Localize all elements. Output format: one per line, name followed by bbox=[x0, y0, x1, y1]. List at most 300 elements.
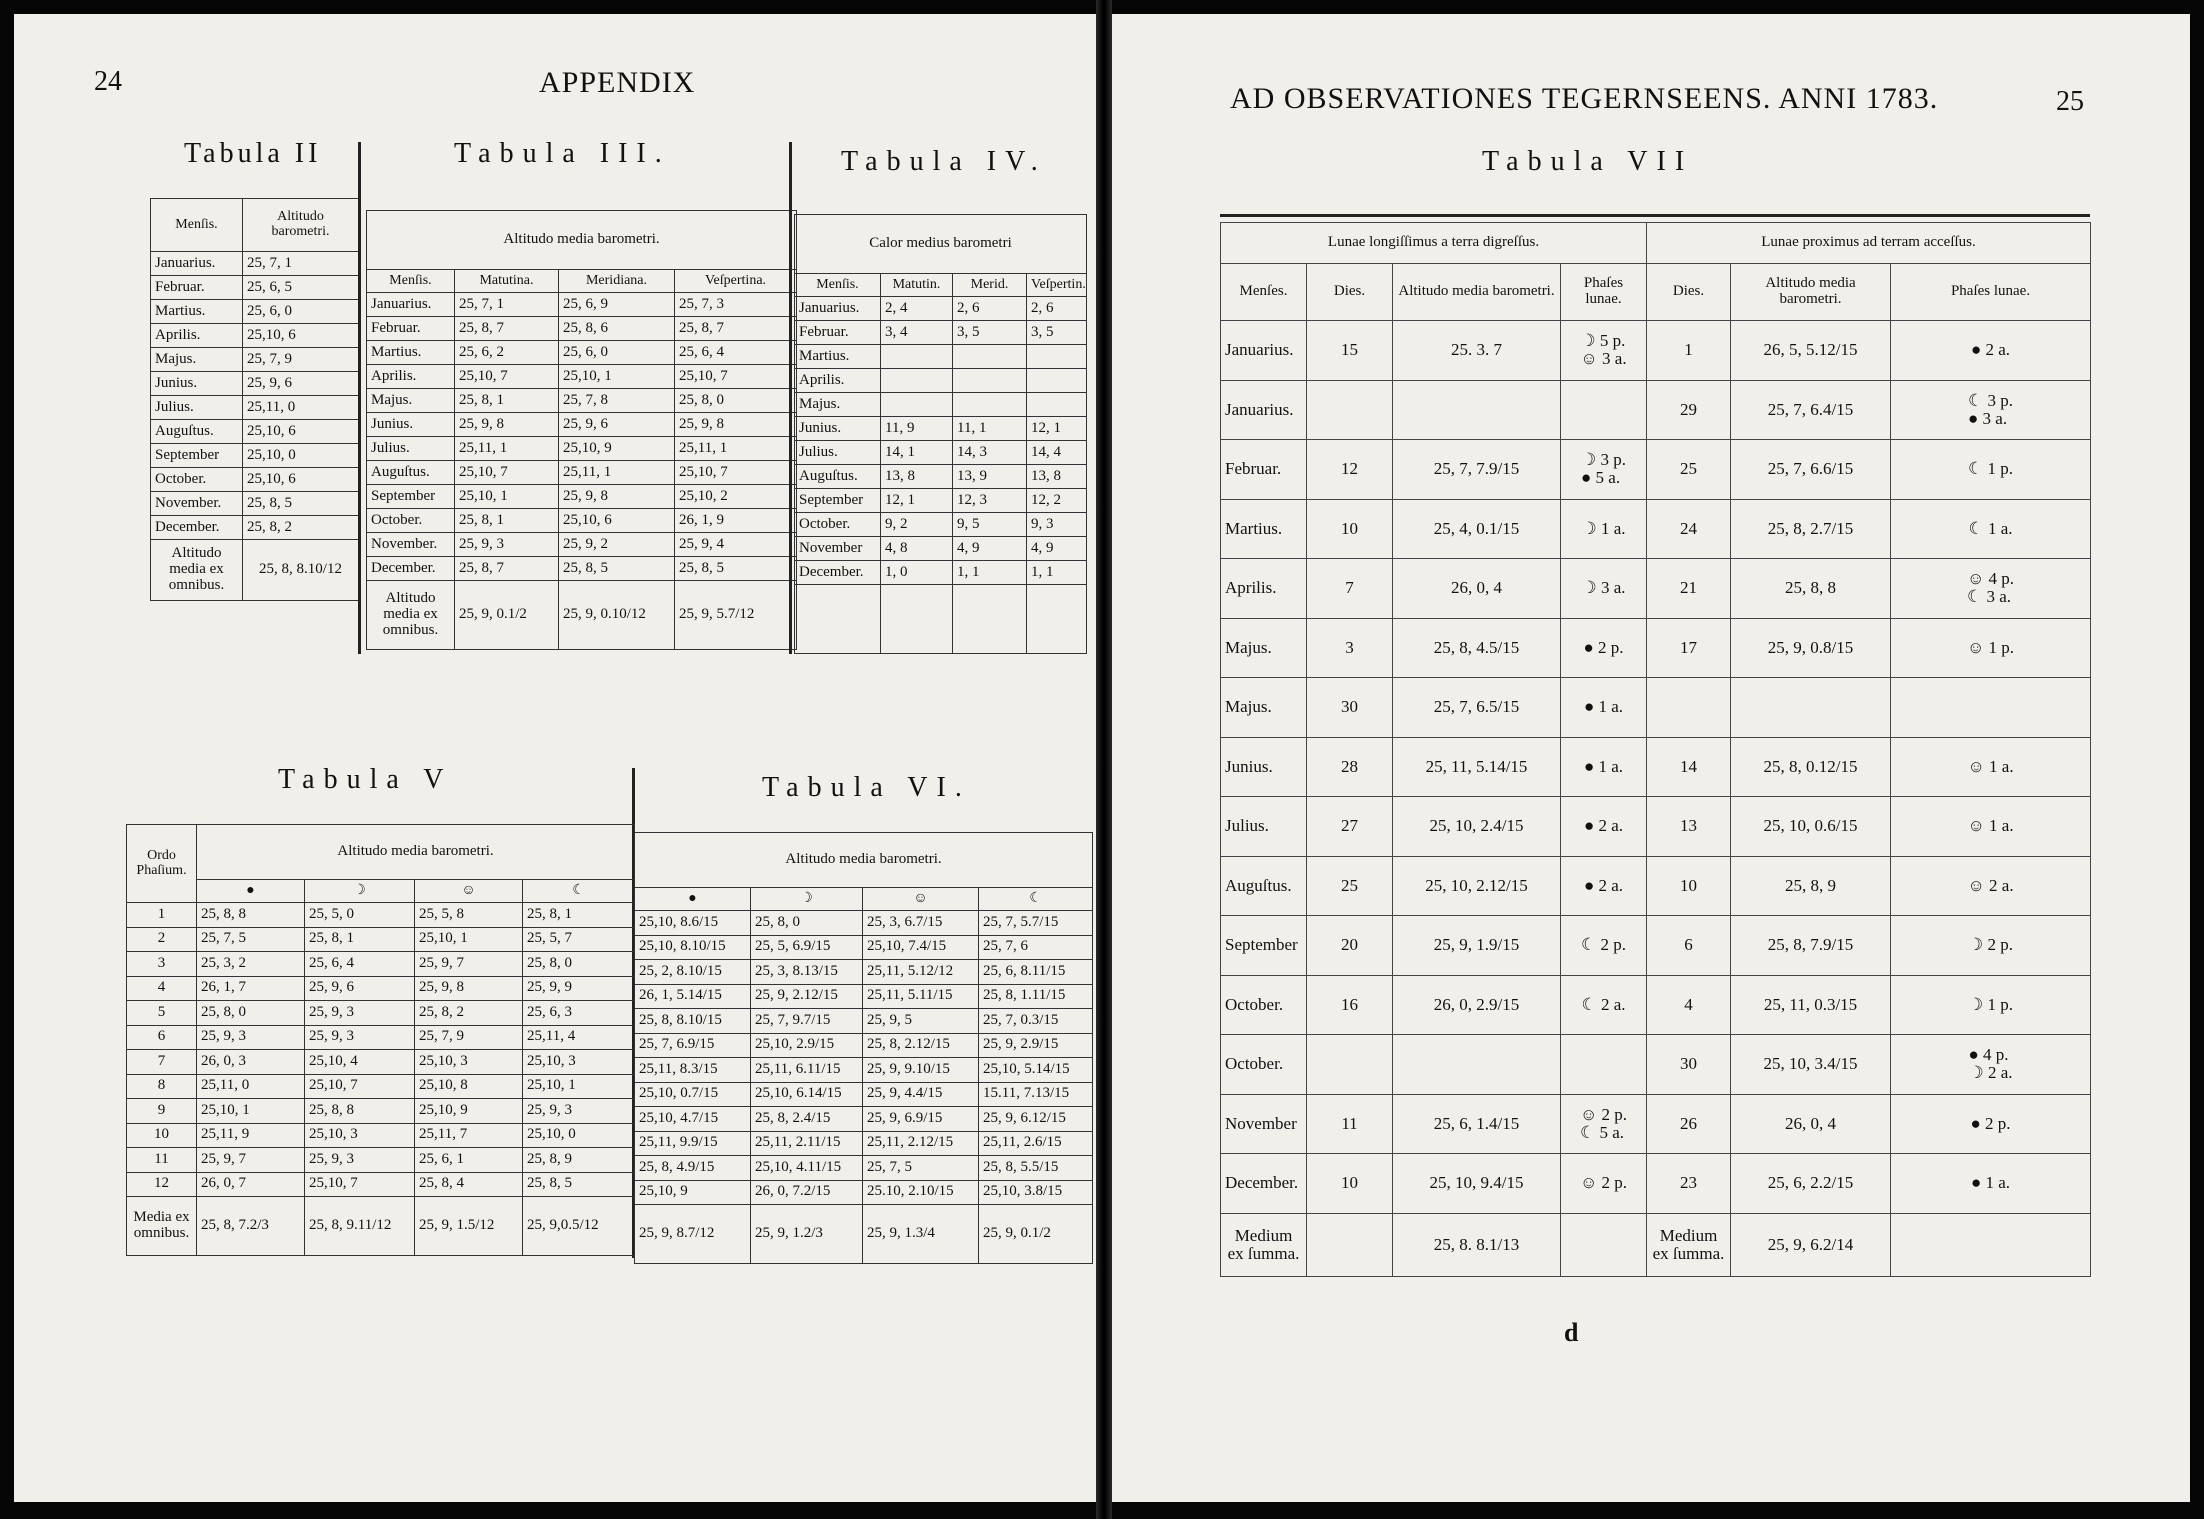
table-cell: 25, 9, 2 bbox=[559, 533, 675, 557]
table-cell: 25,10, 2.9/15 bbox=[751, 1033, 863, 1058]
column-header: Phaſes lunae. bbox=[1561, 264, 1647, 321]
footer-value bbox=[1891, 1213, 2091, 1276]
table-header-row bbox=[367, 270, 797, 293]
table-cell: 25,10, 1 bbox=[559, 365, 675, 389]
table-row bbox=[127, 1172, 635, 1197]
table-cell: Majus. bbox=[151, 348, 243, 372]
table-cell: 25, 8, 0 bbox=[751, 911, 863, 936]
table-cell: 25, 8, 8 bbox=[1731, 559, 1891, 619]
table-cell: 25, 8, 8 bbox=[305, 1099, 415, 1124]
table-cell: 25, 9, 8 bbox=[559, 485, 675, 509]
moon-phase-icon: ☾ bbox=[979, 888, 1093, 911]
table-header-row bbox=[635, 888, 1093, 911]
table-cell: 25,10, 1 bbox=[197, 1099, 305, 1124]
table-row bbox=[635, 1033, 1093, 1058]
table-cell: Aprilis. bbox=[795, 369, 881, 393]
table-cell: 25, 8, 5.5/15 bbox=[979, 1156, 1093, 1181]
table-cell: 25,10, 0 bbox=[523, 1123, 635, 1148]
table-cell: 7 bbox=[127, 1050, 197, 1075]
table-cell: 25,10, 6.14/15 bbox=[751, 1082, 863, 1107]
table-cell bbox=[1393, 380, 1561, 440]
table-cell: 25, 9, 6 bbox=[559, 413, 675, 437]
table-cell: 25, 8, 4 bbox=[415, 1172, 523, 1197]
table-footer-row bbox=[367, 581, 797, 650]
moon-phase-cell: ☾ 2 a. bbox=[1561, 975, 1647, 1035]
moon-phase-cell: ☺ 1 a. bbox=[1891, 797, 2091, 857]
table-cell: 20 bbox=[1307, 916, 1393, 976]
table-cell: 25, 9, 6 bbox=[305, 976, 415, 1001]
table-cell: 25, 9, 4.4/15 bbox=[863, 1082, 979, 1107]
table-caption-row bbox=[795, 215, 1087, 274]
table-cell: 4 bbox=[1647, 975, 1731, 1035]
column-header: Dies. bbox=[1307, 264, 1393, 321]
phase-entry: ☽ 2 a. bbox=[1968, 1063, 2013, 1083]
table-cell: 2 bbox=[127, 927, 197, 952]
table-row bbox=[1221, 440, 2091, 500]
table-cell: 25,11, 2.12/15 bbox=[863, 1131, 979, 1156]
table6 bbox=[634, 832, 1093, 1264]
table-row bbox=[151, 252, 359, 276]
table-cell: 25 bbox=[1647, 440, 1731, 500]
moon-phase-cell: ● 1 a. bbox=[1891, 1154, 2091, 1214]
moon-phase-icon: ☺ bbox=[863, 888, 979, 911]
table-cell: 25, 8, 1 bbox=[305, 927, 415, 952]
table-cell: 26, 0, 2.9/15 bbox=[1393, 975, 1561, 1035]
table-cell: 25,10, 4 bbox=[305, 1050, 415, 1075]
table-row bbox=[795, 537, 1087, 561]
column-header: Matutina. bbox=[455, 270, 559, 293]
table-cell: 11, 9 bbox=[881, 417, 953, 441]
table-row bbox=[795, 321, 1087, 345]
empty-cell bbox=[795, 585, 881, 654]
table-cell: Auguſtus. bbox=[795, 465, 881, 489]
table-cell: Januarius. bbox=[151, 252, 243, 276]
table-cell: 25, 6, 0 bbox=[243, 300, 359, 324]
table-cell: Julius. bbox=[795, 441, 881, 465]
vertical-rule bbox=[358, 142, 361, 654]
table-cell: 30 bbox=[1647, 1035, 1731, 1095]
table-cell: 10 bbox=[1307, 1154, 1393, 1214]
table-cell: 25, 8, 4.9/15 bbox=[635, 1156, 751, 1181]
table-cell: Februar. bbox=[1221, 440, 1307, 500]
table-cell: Aprilis. bbox=[367, 365, 455, 389]
table-cell: 25, 7, 3 bbox=[675, 293, 797, 317]
moon-phase-cell: ● 2 p. bbox=[1891, 1094, 2091, 1154]
table-cell: 25, 8, 0 bbox=[675, 389, 797, 413]
table-cell: 14 bbox=[1647, 737, 1731, 797]
group-caption: Lunae longiſſimus a terra digreſſus. bbox=[1221, 223, 1647, 264]
table-cell: 25,10, 3.8/15 bbox=[979, 1180, 1093, 1205]
footer-label: Medium ex ſumma. bbox=[1221, 1213, 1307, 1276]
moon-phase-icon: ● bbox=[635, 888, 751, 911]
column-header: Ordo Phaſium. bbox=[127, 825, 197, 903]
table-cell: 25,10, 7 bbox=[305, 1074, 415, 1099]
table-cell: 25, 10, 2.12/15 bbox=[1393, 856, 1561, 916]
table-cell: 13, 9 bbox=[953, 465, 1027, 489]
table-row bbox=[151, 324, 359, 348]
table-cell: 25. 3. 7 bbox=[1393, 321, 1561, 381]
table-cell: 25, 8, 5 bbox=[675, 557, 797, 581]
table-cell: 17 bbox=[1647, 618, 1731, 678]
table-cell: 25, 7, 9.7/15 bbox=[751, 1009, 863, 1034]
phase-entry: ☺ 4 p. bbox=[1966, 569, 2015, 589]
table-row bbox=[151, 444, 359, 468]
table-cell: 8 bbox=[127, 1074, 197, 1099]
table-row bbox=[795, 393, 1087, 417]
table-row bbox=[151, 300, 359, 324]
table-cell: 25, 9, 2.12/15 bbox=[751, 984, 863, 1009]
table-row bbox=[127, 1099, 635, 1124]
empty-cell bbox=[953, 585, 1027, 654]
table-cell: 1, 0 bbox=[881, 561, 953, 585]
moon-phase-cell bbox=[1561, 440, 1647, 500]
table-cell: 25, 7, 6.4/15 bbox=[1731, 380, 1891, 440]
column-header: Matutin. bbox=[881, 274, 953, 297]
table-cell: 25, 6, 0 bbox=[559, 341, 675, 365]
table-caption-row bbox=[127, 825, 635, 880]
table-cell: December. bbox=[1221, 1154, 1307, 1214]
table-cell: 23 bbox=[1647, 1154, 1731, 1214]
table-cell: 25,11, 8.3/15 bbox=[635, 1058, 751, 1083]
phase-stack bbox=[1968, 392, 2013, 428]
table-cell: 25,10, 3 bbox=[305, 1123, 415, 1148]
table-cell: 9, 5 bbox=[953, 513, 1027, 537]
table-cell: 3 bbox=[127, 952, 197, 977]
table-cell: 25, 11, 0.3/15 bbox=[1731, 975, 1891, 1035]
table-cell: 25,10, 7 bbox=[675, 365, 797, 389]
table-row bbox=[795, 417, 1087, 441]
table-cell: 3 bbox=[1307, 618, 1393, 678]
phase-entry: ☾ 3 a. bbox=[1966, 587, 2011, 607]
table3-title: Tabula III. bbox=[454, 138, 671, 169]
table-cell: 25, 8, 9 bbox=[1731, 856, 1891, 916]
table-cell: 13, 8 bbox=[1027, 465, 1087, 489]
table-cell: 25,11, 1 bbox=[559, 461, 675, 485]
table-cell: 25, 7, 5 bbox=[197, 927, 305, 952]
column-header: Veſpertin. bbox=[1027, 274, 1087, 297]
table-cell: 25, 9, 8 bbox=[675, 413, 797, 437]
table-cell: 12, 1 bbox=[881, 489, 953, 513]
table-cell: 25,10, 9 bbox=[635, 1180, 751, 1205]
table-row bbox=[127, 976, 635, 1001]
group-caption: Lunae proximus ad terram acceſſus. bbox=[1647, 223, 2091, 264]
table-cell: Martius. bbox=[367, 341, 455, 365]
table-cell: 25, 7, 6.9/15 bbox=[635, 1033, 751, 1058]
table-cell: October. bbox=[1221, 1035, 1307, 1095]
table-cell: 25,10, 1 bbox=[455, 485, 559, 509]
table-cell: 25, 9, 9.10/15 bbox=[863, 1058, 979, 1083]
table-row bbox=[127, 1123, 635, 1148]
column-header: Menſis. bbox=[795, 274, 881, 297]
table-cell: 25, 7, 1 bbox=[455, 293, 559, 317]
table-cell: 25,10, 6 bbox=[243, 420, 359, 444]
table-cell: 25, 8, 8.10/15 bbox=[635, 1009, 751, 1034]
table-row bbox=[127, 903, 635, 928]
table-cell: Martius. bbox=[1221, 499, 1307, 559]
table-cell bbox=[881, 345, 953, 369]
table-cell: 11 bbox=[127, 1148, 197, 1173]
table-row bbox=[367, 317, 797, 341]
table-cell: 25, 7, 9 bbox=[243, 348, 359, 372]
table-row bbox=[367, 533, 797, 557]
phase-entry: ☾ 5 a. bbox=[1579, 1122, 1624, 1142]
table7-title: Tabula VII bbox=[1482, 146, 1694, 177]
table-cell: 25, 9, 8 bbox=[415, 976, 523, 1001]
table-row bbox=[795, 513, 1087, 537]
table-header-row bbox=[795, 274, 1087, 297]
table-cell bbox=[953, 369, 1027, 393]
table-row bbox=[795, 441, 1087, 465]
table-cell: 13 bbox=[1647, 797, 1731, 857]
table-cell: 25, 2, 8.10/15 bbox=[635, 960, 751, 985]
table-cell: 25,11, 9.9/15 bbox=[635, 1131, 751, 1156]
table-cell: September bbox=[151, 444, 243, 468]
table-cell: 25, 8, 9 bbox=[523, 1148, 635, 1173]
table-cell: 11 bbox=[1307, 1094, 1393, 1154]
table-row bbox=[367, 413, 797, 437]
table-cell: 4, 8 bbox=[881, 537, 953, 561]
table-cell: 25, 9, 3 bbox=[197, 1025, 305, 1050]
table-cell: 2, 4 bbox=[881, 297, 953, 321]
table-cell: 25, 3, 2 bbox=[197, 952, 305, 977]
table-cell: Julius. bbox=[151, 396, 243, 420]
table-cell: 26, 0, 7.2/15 bbox=[751, 1180, 863, 1205]
table-cell: Januarius. bbox=[367, 293, 455, 317]
table-footer-row bbox=[795, 585, 1087, 654]
footer-value: 25, 9, 1.5/12 bbox=[415, 1197, 523, 1256]
table-cell: 25, 6, 4 bbox=[305, 952, 415, 977]
table-cell: 25,10, 6 bbox=[243, 468, 359, 492]
table-cell: December. bbox=[367, 557, 455, 581]
table-cell: 3, 4 bbox=[881, 321, 953, 345]
moon-phase-cell: ● 2 p. bbox=[1561, 618, 1647, 678]
moon-phase-cell: ☺ 1 a. bbox=[1891, 737, 2091, 797]
moon-phase-cell bbox=[1561, 1035, 1647, 1095]
phase-stack bbox=[1580, 1106, 1627, 1142]
table-cell: 25, 6, 1 bbox=[415, 1148, 523, 1173]
table-cell: December. bbox=[151, 516, 243, 540]
table-row bbox=[367, 557, 797, 581]
phase-entry: ☽ 5 p. bbox=[1580, 331, 1626, 351]
table-cell: 15 bbox=[1307, 321, 1393, 381]
table-caption: Altitudo media barometri. bbox=[367, 211, 797, 270]
table-cell: 25, 9, 7 bbox=[197, 1148, 305, 1173]
table-row bbox=[367, 365, 797, 389]
table-footer-row bbox=[635, 1205, 1093, 1264]
table-cell: 25, 6, 5 bbox=[243, 276, 359, 300]
table-row bbox=[367, 389, 797, 413]
table-cell: 25, 8, 2.7/15 bbox=[1731, 499, 1891, 559]
phase-stack bbox=[1581, 451, 1626, 487]
moon-phase-cell: ● 2 a. bbox=[1561, 797, 1647, 857]
table-cell: 25,10, 3 bbox=[415, 1050, 523, 1075]
table-cell: Martius. bbox=[795, 345, 881, 369]
table-cell: 25,10, 9 bbox=[415, 1099, 523, 1124]
phase-entry: ☺ 2 p. bbox=[1579, 1104, 1628, 1124]
table-cell: 25,10, 1 bbox=[523, 1074, 635, 1099]
table-cell: 2, 6 bbox=[1027, 297, 1087, 321]
table-caption: Altitudo media barometri. bbox=[635, 833, 1093, 888]
column-header: Menſis. bbox=[367, 270, 455, 293]
table-row bbox=[127, 1050, 635, 1075]
table-cell: 4, 9 bbox=[1027, 537, 1087, 561]
table-cell: 25, 6, 2.2/15 bbox=[1731, 1154, 1891, 1214]
phase-entry: ☽ 3 p. bbox=[1581, 450, 1626, 470]
column-header: Meridiana. bbox=[559, 270, 675, 293]
table-cell: 25,11, 5.12/12 bbox=[863, 960, 979, 985]
phase-entry: ☾ 3 p. bbox=[1968, 390, 2014, 410]
table-cell: 25,11, 0 bbox=[243, 396, 359, 420]
footer-label: Altitudo media ex omnibus. bbox=[151, 540, 243, 601]
moon-phase-cell: ☾ 1 a. bbox=[1891, 499, 2091, 559]
table-cell: 25,11, 1 bbox=[675, 437, 797, 461]
moon-phase-cell: ● 2 a. bbox=[1891, 321, 2091, 381]
table-cell: 25, 5, 6.9/15 bbox=[751, 935, 863, 960]
table-cell bbox=[1027, 393, 1087, 417]
table-cell: 25, 6, 8.11/15 bbox=[979, 960, 1093, 985]
table-cell: 3, 5 bbox=[953, 321, 1027, 345]
table-cell: 25, 9, 3 bbox=[523, 1099, 635, 1124]
table-row bbox=[1221, 380, 2091, 440]
table-cell: 26, 1, 5.14/15 bbox=[635, 984, 751, 1009]
moon-phase-cell: ☽ 1 p. bbox=[1891, 975, 2091, 1035]
footer-label: Medium ex ſumma. bbox=[1647, 1213, 1731, 1276]
table-row bbox=[795, 345, 1087, 369]
moon-phase-cell bbox=[1561, 321, 1647, 381]
table-cell: Auguſtus. bbox=[151, 420, 243, 444]
table-cell: Junius. bbox=[151, 372, 243, 396]
moon-phase-cell: ● 1 a. bbox=[1561, 737, 1647, 797]
table-cell bbox=[1027, 369, 1087, 393]
table-cell: Auguſtus. bbox=[1221, 856, 1307, 916]
vertical-rule bbox=[789, 142, 792, 654]
table-cell bbox=[1731, 678, 1891, 738]
footer-label: Media ex omnibus. bbox=[127, 1197, 197, 1256]
table-cell: 26, 1, 9 bbox=[675, 509, 797, 533]
table-row bbox=[367, 485, 797, 509]
table-cell: 1, 1 bbox=[953, 561, 1027, 585]
table-cell: 25, 7, 5 bbox=[863, 1156, 979, 1181]
table-row bbox=[151, 468, 359, 492]
table-cell: November. bbox=[151, 492, 243, 516]
table-cell: Julius. bbox=[367, 437, 455, 461]
table-caption: Altitudo media barometri. bbox=[197, 825, 635, 880]
table-row bbox=[1221, 737, 2091, 797]
moon-phase-cell: ☽ 2 p. bbox=[1891, 916, 2091, 976]
table-cell: 25, 7, 8 bbox=[559, 389, 675, 413]
right-page bbox=[1112, 14, 2190, 1502]
table-cell: 25, 9, 5 bbox=[863, 1009, 979, 1034]
table-cell: 25, 9, 7 bbox=[415, 952, 523, 977]
table-cell: 25, 3, 8.13/15 bbox=[751, 960, 863, 985]
table-cell: 25, 7, 6.6/15 bbox=[1731, 440, 1891, 500]
phase-stack bbox=[1580, 332, 1626, 368]
table-cell: November bbox=[1221, 1094, 1307, 1154]
table-row bbox=[635, 1058, 1093, 1083]
table-cell: 25,10, 2 bbox=[675, 485, 797, 509]
column-header: Veſpertina. bbox=[675, 270, 797, 293]
table-cell: 9, 3 bbox=[1027, 513, 1087, 537]
table-cell: 1, 1 bbox=[1027, 561, 1087, 585]
table-cell: 25, 6, 1.4/15 bbox=[1393, 1094, 1561, 1154]
table-cell: 25, 7, 1 bbox=[243, 252, 359, 276]
table-row bbox=[1221, 856, 2091, 916]
table-row bbox=[635, 911, 1093, 936]
table-cell: Aprilis. bbox=[1221, 559, 1307, 619]
table-cell: Januarius. bbox=[1221, 321, 1307, 381]
table-cell: 25, 8, 0 bbox=[523, 952, 635, 977]
footer-value: 25, 9, 1.3/4 bbox=[863, 1205, 979, 1264]
table-row bbox=[635, 1131, 1093, 1156]
table-cell bbox=[881, 369, 953, 393]
table-cell: 25,10, 4.7/15 bbox=[635, 1107, 751, 1132]
table-row bbox=[795, 297, 1087, 321]
table-row bbox=[1221, 618, 2091, 678]
table-cell: 25, 11, 5.14/15 bbox=[1393, 737, 1561, 797]
table-row bbox=[151, 492, 359, 516]
table-cell: 25, 8, 0.12/15 bbox=[1731, 737, 1891, 797]
table-row bbox=[127, 1148, 635, 1173]
table-row bbox=[635, 1009, 1093, 1034]
table-cell: 25, 3, 6.7/15 bbox=[863, 911, 979, 936]
table-cell: 25,10, 8.10/15 bbox=[635, 935, 751, 960]
table-cell: Junius. bbox=[367, 413, 455, 437]
table-cell: Januarius. bbox=[795, 297, 881, 321]
moon-phase-cell bbox=[1891, 678, 2091, 738]
table-cell bbox=[1307, 380, 1393, 440]
table-cell: 25, 7, 7.9/15 bbox=[1393, 440, 1561, 500]
table-cell: Aprilis. bbox=[151, 324, 243, 348]
table-cell: 21 bbox=[1647, 559, 1731, 619]
empty-cell bbox=[881, 585, 953, 654]
table-cell: 26, 5, 5.12/15 bbox=[1731, 321, 1891, 381]
table-cell: 25, 8, 7 bbox=[455, 317, 559, 341]
column-header: Altitudo media barometri. bbox=[1393, 264, 1561, 321]
table-cell: September bbox=[367, 485, 455, 509]
moon-phase-cell: ☺ 1 p. bbox=[1891, 618, 2091, 678]
table-cell: 25, 9, 4 bbox=[675, 533, 797, 557]
table7 bbox=[1220, 222, 2091, 1277]
table-cell: Julius. bbox=[1221, 797, 1307, 857]
table-cell: 25, 10, 0.6/15 bbox=[1731, 797, 1891, 857]
table-cell: 1 bbox=[127, 903, 197, 928]
table-cell: 6 bbox=[1647, 916, 1731, 976]
table-cell: 10 bbox=[1307, 499, 1393, 559]
table-cell: 25,11, 7 bbox=[415, 1123, 523, 1148]
moon-phase-cell bbox=[1561, 380, 1647, 440]
table-row bbox=[635, 1107, 1093, 1132]
right-running-header: AD OBSERVATIONES TEGERNSEENS. ANNI 1783. bbox=[1230, 82, 1939, 115]
table-cell: 4 bbox=[127, 976, 197, 1001]
table-cell: 25, 6, 4 bbox=[675, 341, 797, 365]
table-cell: 25,10, 0 bbox=[243, 444, 359, 468]
footer-value: 25, 9, 8.7/12 bbox=[635, 1205, 751, 1264]
footer-value: 25, 9, 5.7/12 bbox=[675, 581, 797, 650]
moon-phase-cell: ☺ 2 p. bbox=[1561, 1154, 1647, 1214]
table-cell: 25, 9, 8 bbox=[455, 413, 559, 437]
table-row bbox=[635, 935, 1093, 960]
column-header: Phaſes lunae. bbox=[1891, 264, 2091, 321]
table-cell: Majus. bbox=[367, 389, 455, 413]
table-row bbox=[795, 465, 1087, 489]
table-cell: 14, 4 bbox=[1027, 441, 1087, 465]
column-header: Dies. bbox=[1647, 264, 1731, 321]
phase-stack bbox=[1968, 1046, 2012, 1082]
table-cell: 25, 9, 3 bbox=[305, 1025, 415, 1050]
table-cell: 15.11, 7.13/15 bbox=[979, 1082, 1093, 1107]
table-cell: 25, 6, 3 bbox=[523, 1001, 635, 1026]
table-cell: 25, 8, 2.12/15 bbox=[863, 1033, 979, 1058]
